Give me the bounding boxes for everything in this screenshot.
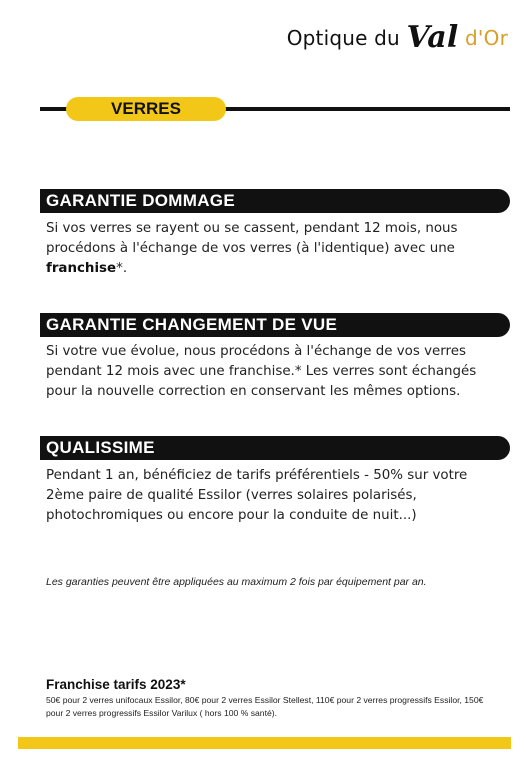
paragraph-changement-de-vue: Si votre vue évolue, nous procédons à l'échange de vos verres pendant 12 mois avec une franchise.* Les verres sont échangés pour la nouvelle correction en conservant les mêmes options.	[46, 344, 477, 399]
paragraph-bold: franchise	[46, 261, 117, 276]
heading-qualissime: QUALISSIME	[40, 436, 510, 460]
tarifs-text: 50€ pour 2 verres unifocaux Essilor, 80€ pour 2 verres Essilor Stellest, 110€ pour 2 verres progressifs Essilor, 150€ pour 2 verres progressifs Essilor Varilux ( hors 100 % santé).	[46, 695, 484, 718]
heading-garantie-dommage: GARANTIE DOMMAGE	[40, 189, 510, 213]
garantie-note: Les garanties peuvent être appliquées au maximum 2 fois par équipement par an.	[46, 576, 427, 588]
paragraph-text: Si vos verres se rayent ou se cassent, pendant 12 mois, nous procédons à l'échange de vos verres (à l'identique) avec une	[46, 221, 458, 256]
paragraph-text-end: *.	[116, 261, 128, 276]
brand-logo	[287, 18, 508, 53]
brand-suffix: d'Or	[465, 26, 508, 50]
footer-accent-bar	[18, 737, 511, 749]
paragraph-garantie-dommage	[46, 219, 496, 279]
heading-changement-de-vue: GARANTIE CHANGEMENT DE VUE	[40, 313, 510, 337]
brand-script: Val	[406, 20, 459, 55]
section-title: VERRES	[66, 97, 226, 121]
paragraph-qualissime: Pendant 1 an, bénéficiez de tarifs préférentiels - 50% sur votre 2ème paire de qualité Essilor (verres solaires polarisés, photochromiques ou encore pour la conduite de nuit...)	[46, 468, 468, 523]
section-header	[40, 96, 510, 122]
tarifs-title: Franchise tarifs 2023*	[46, 677, 186, 692]
brand-prefix: Optique du	[286, 26, 400, 50]
